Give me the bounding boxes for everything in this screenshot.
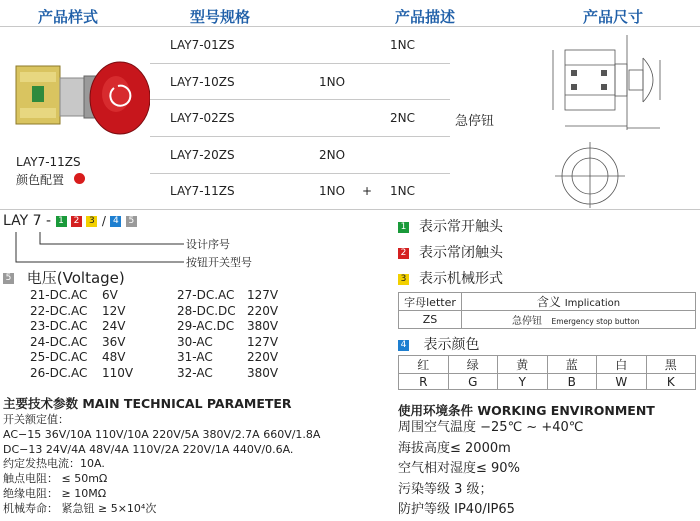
model-row-5-plus: + xyxy=(362,184,373,198)
tech-line: 机械寿命： 紧急钮 ≥ 5×10⁴次 xyxy=(3,501,157,515)
code-switch-model: 按钮开关型号 xyxy=(186,256,252,269)
model-row-1: LAY7-01ZS xyxy=(170,38,235,52)
header-product-style: 产品样式 xyxy=(38,8,99,26)
tech-title: 主要技术参数 MAIN TECHNICAL PARAMETER xyxy=(3,396,292,411)
legend-text: 表示常闭触头 xyxy=(419,245,503,261)
model-row-5-no: 1NO xyxy=(319,184,346,198)
voltage-value: 220V xyxy=(247,303,279,318)
divider xyxy=(150,173,450,174)
tech-line: AC−15 36V/10A 110V/10A 220V/5A 380V/2.7A 660V/1.8A xyxy=(3,427,321,441)
voltage-code: 28-DC.DC xyxy=(177,303,236,318)
voltage-code: 26-DC.AC xyxy=(30,365,88,380)
voltage-code: 21-DC.AC xyxy=(30,288,88,302)
env-line: 防护等级 IP40/IP65 xyxy=(398,502,515,517)
voltage-code: 29-AC.DC xyxy=(177,319,235,333)
color-box-4: 4 xyxy=(398,340,409,351)
voltage-value: 6V xyxy=(102,288,118,302)
color-config-label: 颜色配置 xyxy=(16,173,65,187)
voltage-left-list xyxy=(30,288,133,381)
voltage-label: 电压(Voltage) xyxy=(26,269,125,287)
color-title: 表示颜色 xyxy=(423,337,480,353)
tech-line: DC−13 24V/4A 48V/4A 110V/2A 220V/1A 440V/0.6A. xyxy=(3,442,294,456)
model-row-3: LAY7-02ZS xyxy=(170,111,235,125)
model-row-2-no: 1NO xyxy=(319,75,346,89)
code-dash: - xyxy=(46,213,52,229)
letter-table xyxy=(398,292,696,329)
voltage-title xyxy=(3,267,125,288)
voltage-value: 12V xyxy=(102,303,126,318)
voltage-value: 24V xyxy=(102,319,126,333)
env-line: 空气相对湿度≤ 90% xyxy=(398,461,520,476)
letter-table-header-1: 字母letter xyxy=(399,293,462,311)
env-line: 周围空气温度 −25℃ ~ +40℃ xyxy=(398,420,584,435)
code-box-3: 3 xyxy=(86,216,97,227)
voltage-value: 380V xyxy=(247,365,279,380)
description-emergency-stop: 急停钮 xyxy=(455,114,495,129)
divider xyxy=(0,26,700,27)
legend-text: 表示常开触头 xyxy=(419,219,503,235)
color-cn: 黑 xyxy=(646,356,696,374)
product-photo xyxy=(10,38,150,148)
divider xyxy=(150,99,450,100)
voltage-value: 127V xyxy=(247,288,279,302)
tech-line: 触点电阻： ≤ 50mΩ xyxy=(3,472,108,486)
color-en: Y xyxy=(498,374,548,390)
model-row-3-nc: 2NC xyxy=(390,111,415,125)
voltage-value: 380V xyxy=(247,319,279,333)
dimension-drawing xyxy=(545,30,695,208)
color-cn: 蓝 xyxy=(547,356,597,374)
code-prefix: LAY xyxy=(3,213,29,229)
product-label: LAY7-11ZS xyxy=(16,155,81,169)
env-lines xyxy=(398,418,583,521)
voltage-code: 27-DC.AC xyxy=(177,288,235,302)
legend-box-3: 3 xyxy=(398,274,409,285)
model-row-4: LAY7-20ZS xyxy=(170,148,235,162)
voltage-code: 32-AC xyxy=(177,365,213,380)
env-line: 海拔高度≤ 2000m xyxy=(398,440,511,456)
header-dimensions: 产品尺寸 xyxy=(583,8,644,26)
model-row-5-nc: 1NC xyxy=(390,184,415,198)
color-en: W xyxy=(597,374,647,390)
code-seven: 7 xyxy=(32,213,42,229)
code-box-5: 5 xyxy=(126,216,137,227)
code-slash: / xyxy=(101,214,106,228)
color-cn: 绿 xyxy=(448,356,498,374)
color-en: B xyxy=(547,374,597,390)
header-model-spec: 型号规格 xyxy=(190,8,251,26)
voltage-code: 23-DC.AC xyxy=(30,319,88,333)
color-en: G xyxy=(448,374,498,390)
voltage-code: 24-DC.AC xyxy=(30,334,88,349)
voltage-code: 31-AC xyxy=(177,350,213,364)
header-description: 产品描述 xyxy=(395,8,456,26)
voltage-box-5: 5 xyxy=(3,273,14,284)
divider xyxy=(150,63,450,64)
tech-line: 约定发热电流：10A. xyxy=(3,457,105,471)
voltage-value: 48V xyxy=(102,350,126,364)
model-row-5: LAY7-11ZS xyxy=(170,184,235,198)
voltage-code: 25-DC.AC xyxy=(30,350,88,364)
legend-box-2: 2 xyxy=(398,248,409,259)
env-title: 使用环境条件 WORKING ENVIRONMENT xyxy=(398,403,655,418)
color-cn: 黄 xyxy=(498,356,548,374)
divider xyxy=(150,136,450,137)
voltage-value: 127V xyxy=(247,334,279,349)
tech-lines xyxy=(3,413,320,517)
color-cn: 红 xyxy=(399,356,449,374)
code-box-1: 1 xyxy=(56,216,67,227)
tech-line: 绝缘电阻： ≥ 10MΩ xyxy=(3,486,107,500)
voltage-value: 110V xyxy=(102,365,134,380)
voltage-value: 36V xyxy=(102,334,126,349)
color-en: R xyxy=(399,374,449,390)
env-line: 污染等级 3 级； xyxy=(398,481,493,497)
legend-box-1: 1 xyxy=(398,222,409,233)
code-leader-lines xyxy=(4,230,189,266)
legend-text: 表示机械形式 xyxy=(419,271,503,287)
code-design-serial: 设计序号 xyxy=(186,238,230,251)
tech-line: 开关额定值： xyxy=(3,413,69,426)
color-table xyxy=(398,355,696,390)
letter-table-header-2: 含义 Implication xyxy=(462,293,696,311)
color-cn: 白 xyxy=(597,356,647,374)
letter-table-meaning: 急停钮 Emergency stop button xyxy=(462,311,696,329)
voltage-code: 30-AC xyxy=(177,334,213,349)
code-formula xyxy=(3,213,137,229)
color-en: K xyxy=(646,374,696,390)
legend-list xyxy=(398,214,503,292)
code-box-2: 2 xyxy=(71,216,82,227)
model-row-1-nc: 1NC xyxy=(390,38,415,52)
color-section-title xyxy=(398,334,479,354)
code-box-4: 4 xyxy=(110,216,121,227)
red-dot-icon xyxy=(74,173,85,184)
voltage-value: 220V xyxy=(247,350,279,364)
divider xyxy=(0,209,700,210)
model-row-4-no: 2NO xyxy=(319,148,346,162)
letter-table-code: ZS xyxy=(399,311,462,329)
model-row-2: LAY7-10ZS xyxy=(170,75,235,89)
voltage-code: 22-DC.AC xyxy=(30,303,88,318)
voltage-right-list xyxy=(177,288,278,381)
